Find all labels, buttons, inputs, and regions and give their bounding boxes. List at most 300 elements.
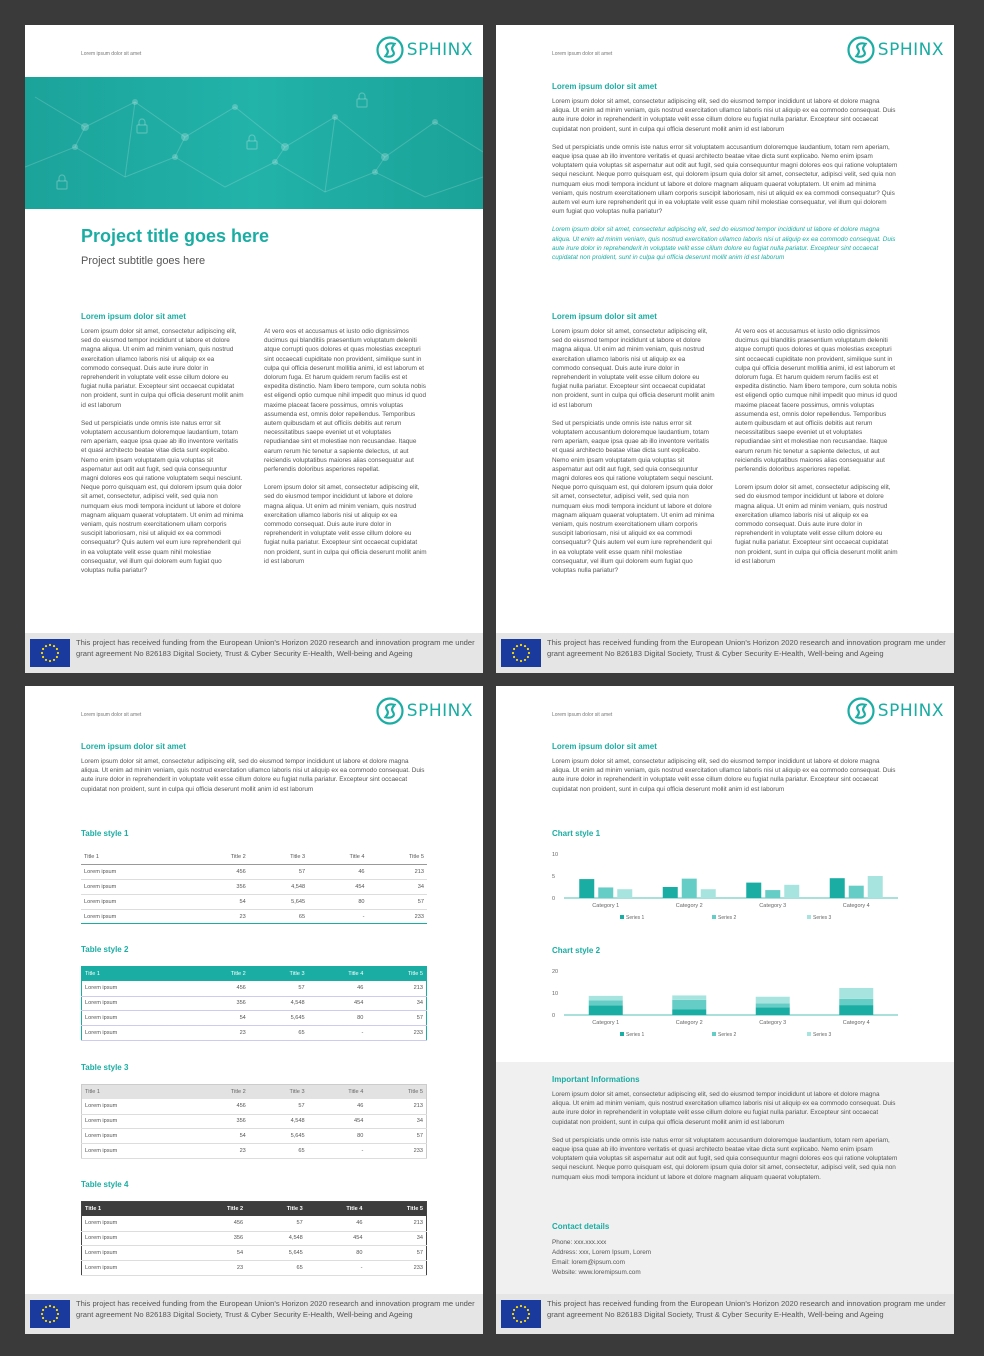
bar xyxy=(579,879,594,898)
y-tick-label: 10 xyxy=(552,852,559,858)
eu-star-icon xyxy=(528,1313,530,1315)
eu-star-icon xyxy=(516,1306,518,1308)
table-cell: Lorem ipsum xyxy=(82,1114,191,1129)
eu-star-icon xyxy=(524,1306,526,1308)
x-tick-label: Category 1 xyxy=(592,903,620,909)
table-cell: Lorem ipsum xyxy=(82,1246,187,1261)
bar xyxy=(756,1003,790,1007)
table-cell: 80 xyxy=(308,1011,367,1026)
text-column-left xyxy=(552,327,715,584)
eu-star-icon xyxy=(45,659,47,661)
table-cell: 34 xyxy=(368,880,427,895)
bar xyxy=(849,886,864,898)
header-text: Lorem ipsum dolor sit amet xyxy=(552,51,613,57)
eu-star-icon xyxy=(512,652,514,654)
text-column-right xyxy=(735,327,898,575)
eu-flag-icon xyxy=(30,1300,70,1328)
eu-star-icon xyxy=(527,1317,529,1319)
eu-star-icon xyxy=(42,648,44,650)
table-cell: 213 xyxy=(366,981,426,996)
legend-label: Series 2 xyxy=(718,915,737,921)
table-cell: - xyxy=(308,1026,367,1041)
paragraph: Lorem ipsum dolor sit amet, consectetur adipiscing elit, sed do eiusmod tempor incididunt ut labore et dolore magna aliqua. Ut enim ad minim veniam, quis nostrud exercitation ullamco laboris nisi ut aliquip ex ea commodo consequat. Duis aute irure dolor in reprehenderit in voluptate velit esse cillum dolore eu fugiat nulla pariatur. Excepteur sint occaecat cupidatat non proident, sunt in culpa qui officia deserunt mollit anim id est laborum xyxy=(735,484,898,565)
sphinx-logo xyxy=(375,35,473,65)
eu-star-icon xyxy=(520,1305,522,1307)
bar xyxy=(746,883,761,898)
paragraph: Sed ut perspiciatis unde omnis iste natus error sit voluptatem accusantium doloremque laudantium, totam rem aperiam, eaque ipsa quae ab illo inventore veritatis et quasi architecto beatae vitae dicta sunt explicabo. Nemo enim ipsam voluptatem quia voluptas sit aspernatur aut odit aut fugit, sed quia consequuntur magni dolores eos qui ratione voluptatem sequi nesciunt. Neque porro quisquam est, qui dolorem ipsum quia dolor sit amet, consectetur, adipisci velit, sed quia non numquam eius modi tempora incidunt ut labore et dolore magnam aliquam quaerat voluptatem. xyxy=(552,1136,898,1181)
table-cell: 57 xyxy=(246,1216,306,1231)
legend-label: Series 1 xyxy=(626,1032,645,1038)
table-cell: Lorem ipsum xyxy=(82,1099,191,1114)
eu-star-icon xyxy=(49,1305,51,1307)
table-row xyxy=(82,1026,427,1041)
paragraph: Lorem ipsum dolor sit amet, consectetur adipiscing elit, sed do eiusmod tempor incididunt ut labore et dolore magna aliqua. Ut enim ad minim veniam, quis nostrud exercitation ullamco laboris nisi ut aliquip ex ea commodo consequat. Duis aute irure dolor in reprehenderit in voluptate velit esse cillum dolore eu fugiat nulla pariatur. Excepteur sint occaecat cupidatat non proident, sunt in culpa qui officia deserunt mollit anim id est laborum xyxy=(552,98,896,133)
table-cell: Lorem ipsum xyxy=(82,981,191,996)
funding-footer xyxy=(496,633,954,673)
table-header-row xyxy=(82,1202,427,1217)
table-header-cell: Title 4 xyxy=(308,850,367,865)
eu-star-icon xyxy=(516,645,518,647)
eu-star-icon xyxy=(56,648,58,650)
funding-text: This project has received funding from the European Union's Horizon 2020 research and innovation program me under grant agreement No 826183 Digital Society, Trust & Cyber Security E-Health, Well-being and Ageing xyxy=(76,1299,475,1320)
section-heading: Lorem ipsum dolor sit amet xyxy=(552,312,657,321)
table-cell: Lorem ipsum xyxy=(81,894,189,909)
table-cell: 233 xyxy=(365,1261,426,1276)
bar xyxy=(672,995,706,999)
table-cell: 80 xyxy=(306,1246,366,1261)
x-tick-label: Category 2 xyxy=(675,903,703,909)
eu-star-icon xyxy=(56,1309,58,1311)
table-row xyxy=(82,1099,427,1114)
section-heading: Lorem ipsum dolor sit amet xyxy=(81,312,186,321)
table-1-title: Table style 1 xyxy=(81,829,129,838)
table-cell: 454 xyxy=(308,996,367,1011)
quote-paragraph: Lorem ipsum dolor sit amet, consectetur adipiscing elit, sed do eiusmod tempor incididunt ut labore et dolore magna aliqua. Ut enim ad minim veniam, quis nostrud exercitation ullamco laboris nisi ut aliquip ex ea commodo consequat. Duis aute irure dolor in reprehenderit in voluptate velit esse cillum dolore eu fugiat nulla pariatur. Excepteur sint occaecat cupidatat non proident, sunt in culpa qui officia deserunt mollit anim id est laborum xyxy=(552,226,896,262)
table-header-cell: Title 4 xyxy=(306,1202,366,1217)
bar xyxy=(839,999,873,1005)
eu-flag-icon xyxy=(501,1300,541,1328)
table-header-cell: Title 2 xyxy=(189,850,248,865)
table-row xyxy=(82,1231,427,1246)
bar xyxy=(663,887,678,898)
bar xyxy=(598,887,613,898)
eu-star-icon xyxy=(520,1321,522,1323)
eu-flag-icon xyxy=(501,639,541,667)
table-header-cell: Title 3 xyxy=(246,1202,306,1217)
table-cell: 213 xyxy=(368,865,427,880)
table-header-row xyxy=(82,967,427,982)
eu-star-icon xyxy=(45,1320,47,1322)
table-header-cell: Title 1 xyxy=(82,1202,187,1217)
eu-star-icon xyxy=(57,1313,59,1315)
eu-star-icon xyxy=(42,1317,44,1319)
table-cell: 65 xyxy=(249,909,308,924)
data-table-style-3 xyxy=(81,1084,427,1159)
table-cell: 456 xyxy=(190,981,249,996)
network-pattern-icon xyxy=(25,77,483,209)
y-tick-label: 0 xyxy=(552,1013,556,1019)
funding-text: This project has received funding from the European Union's Horizon 2020 research and innovation program me under grant agreement No 826183 Digital Society, Trust & Cyber Security E-Health, Well-being and Ageing xyxy=(547,638,946,659)
table-cell: 454 xyxy=(306,1231,366,1246)
legend-swatch xyxy=(620,915,624,919)
x-tick-label: Category 2 xyxy=(675,1020,703,1026)
funding-text: This project has received funding from the European Union's Horizon 2020 research and innovation program me under grant agreement No 826183 Digital Society, Trust & Cyber Security E-Health, Well-being and Ageing xyxy=(76,638,475,659)
table-row xyxy=(81,880,427,895)
table-header-cell: Title 5 xyxy=(365,1202,426,1217)
table-cell: 54 xyxy=(190,1011,249,1026)
header-text: Lorem ipsum dolor sit amet xyxy=(81,712,142,718)
contact-title: Contact details xyxy=(552,1222,610,1231)
eu-star-icon xyxy=(527,1309,529,1311)
table-cell: 456 xyxy=(186,1216,246,1231)
table-cell: 57 xyxy=(249,981,308,996)
eu-star-icon xyxy=(520,644,522,646)
contact-website: Website: www.loremipsum.com xyxy=(552,1269,641,1276)
x-tick-label: Category 1 xyxy=(592,1020,620,1026)
eu-star-icon xyxy=(513,1309,515,1311)
table-2-title: Table style 2 xyxy=(81,945,129,954)
table-header-cell: Title 5 xyxy=(366,1085,426,1100)
paragraph: Lorem ipsum dolor sit amet, consectetur adipiscing elit, sed do eiusmod tempor incididunt ut labore et dolore magna aliqua. Ut enim ad minim veniam, quis nostrud exercitation ullamco laboris nisi ut aliquip ex ea commodo consequat. Duis aute irure dolor in reprehenderit in voluptate velit esse cillum dolore eu fugiat nulla pariatur. Excepteur sint occaecat cupidatat non proident, sunt in culpa qui officia deserunt mollit anim id est laborum xyxy=(81,758,425,793)
page-3 xyxy=(25,686,483,1334)
eu-star-icon xyxy=(524,645,526,647)
logo-text: SPHINX xyxy=(406,40,473,60)
table-cell: 454 xyxy=(308,1114,367,1129)
legend-swatch xyxy=(712,1032,716,1036)
legend-label: Series 3 xyxy=(813,1032,832,1038)
bar xyxy=(672,1000,706,1010)
funding-footer xyxy=(25,1294,483,1334)
table-row xyxy=(82,1261,427,1276)
chart-style-1 xyxy=(552,848,898,938)
table-cell: 23 xyxy=(189,909,248,924)
contact-phone: Phone: xxx.xxx.xxx xyxy=(552,1239,607,1246)
table-cell: 34 xyxy=(366,1114,426,1129)
bar xyxy=(765,890,780,898)
table-header-cell: Title 5 xyxy=(368,850,427,865)
chart-1-title: Chart style 1 xyxy=(552,829,601,838)
paragraph: Sed ut perspiciatis unde omnis iste natus error sit voluptatem accusantium doloremque laudantium, totam rem aperiam, eaque ipsa quae ab illo inventore veritatis et quasi architecto beatae vitae dicta sunt explicabo. Nemo enim ipsam voluptatem quia voluptas sit aspernatur aut odit aut fugit, sed quia consequuntur magni dolores eos qui ratione voluptatem sequi nesciunt. Neque porro quisquam est, qui dolorem ipsum quia dolor sit amet, consectetur, adipisci velit, sed quia non numquam eius modi tempora incidunt ut labore et dolore magnam aliquam quaerat voluptatem. Ut enim ad minima veniam, quis nostrum exercitationem ullam corporis suscipit laboriosam, nisi ut aliquid ex ea commodi consequatur? Quis autem vel eum iure reprehenderit qui in ea voluptate velit esse quam nihil molestiae consequatur, vel illum qui dolorem eum fugiat quo voluptas nulla pariatur? xyxy=(552,143,898,216)
section-heading: Lorem ipsum dolor sit amet xyxy=(81,742,186,751)
legend-swatch xyxy=(807,915,811,919)
eu-star-icon xyxy=(53,1320,55,1322)
funding-text: This project has received funding from the European Union's Horizon 2020 research and innovation program me under grant agreement No 826183 Digital Society, Trust & Cyber Security E-Health, Well-being and Ageing xyxy=(547,1299,946,1320)
eu-star-icon xyxy=(520,660,522,662)
logo-text: SPHINX xyxy=(877,40,944,60)
info-text xyxy=(552,1090,898,1191)
text-column-left xyxy=(81,327,244,584)
table-header-cell: Title 3 xyxy=(249,850,308,865)
chart-style-2 xyxy=(552,965,898,1055)
table-header-row xyxy=(82,1085,427,1100)
text-block xyxy=(552,97,898,271)
paragraph: Lorem ipsum dolor sit amet, consectetur adipiscing elit, sed do eiusmod tempor incididunt ut labore et dolore magna aliqua. Ut enim ad minim veniam, quis nostrud exercitation ullamco laboris nisi ut aliquip ex ea commodo consequat. Duis aute irure dolor in reprehenderit in voluptate velit esse cillum dolore eu fugiat nulla pariatur. Excepteur sint occaecat cupidatat non proident, sunt in culpa qui officia deserunt mollit anim id est laborum xyxy=(552,328,715,409)
table-cell: 65 xyxy=(246,1261,306,1276)
bar xyxy=(672,1010,706,1016)
bar xyxy=(784,885,799,898)
table-header-cell: Title 3 xyxy=(249,967,308,982)
table-header-cell: Title 5 xyxy=(366,967,426,982)
x-tick-label: Category 3 xyxy=(759,903,787,909)
table-cell: 65 xyxy=(249,1026,308,1041)
table-3-title: Table style 3 xyxy=(81,1063,129,1072)
sphinx-logo-icon xyxy=(375,35,405,65)
bar xyxy=(756,997,790,1004)
y-tick-label: 10 xyxy=(552,991,559,997)
contact-details xyxy=(552,1238,898,1278)
bar xyxy=(589,996,623,1000)
sphinx-logo-icon xyxy=(846,696,876,726)
text-block xyxy=(81,757,427,803)
table-cell: Lorem ipsum xyxy=(81,880,189,895)
table-cell: - xyxy=(308,1144,367,1159)
table-cell: Lorem ipsum xyxy=(82,1026,191,1041)
table-cell: 80 xyxy=(308,894,367,909)
table-cell: Lorem ipsum xyxy=(82,1261,187,1276)
table-row xyxy=(81,909,427,924)
x-tick-label: Category 3 xyxy=(759,1020,787,1026)
text-column-right xyxy=(264,327,427,575)
legend-swatch xyxy=(712,915,716,919)
eu-star-icon xyxy=(513,1317,515,1319)
legend-swatch xyxy=(620,1032,624,1036)
chart-2-title: Chart style 2 xyxy=(552,946,601,955)
table-cell: 57 xyxy=(365,1246,426,1261)
table-cell: 5,645 xyxy=(249,1011,308,1026)
eu-star-icon xyxy=(53,1306,55,1308)
data-table-style-4 xyxy=(81,1201,427,1276)
table-cell: Lorem ipsum xyxy=(82,996,191,1011)
logo-text: SPHINX xyxy=(406,701,473,721)
table-cell: Lorem ipsum xyxy=(82,1216,187,1231)
eu-star-icon xyxy=(512,1313,514,1315)
table-row xyxy=(81,865,427,880)
table-cell: Lorem ipsum xyxy=(82,1144,191,1159)
eu-star-icon xyxy=(45,1306,47,1308)
paragraph: Lorem ipsum dolor sit amet, consectetur adipiscing elit, sed do eiusmod tempor incididunt ut labore et dolore magna aliqua. Ut enim ad minim veniam, quis nostrud exercitation ullamco laboris nisi ut aliquip ex ea commodo consequat. Duis aute irure dolor in reprehenderit in voluptate velit esse cillum dolore eu fugiat nulla pariatur. Excepteur sint occaecat cupidatat non proident, sunt in culpa qui officia deserunt mollit anim id est laborum xyxy=(81,328,244,409)
eu-star-icon xyxy=(41,1313,43,1315)
table-cell: 80 xyxy=(308,1129,367,1144)
table-row xyxy=(82,1246,427,1261)
funding-footer xyxy=(25,633,483,673)
table-cell: 5,645 xyxy=(249,894,308,909)
legend-swatch xyxy=(807,1032,811,1036)
table-cell: 54 xyxy=(186,1246,246,1261)
x-tick-label: Category 4 xyxy=(842,1020,870,1026)
x-tick-label: Category 4 xyxy=(842,903,870,909)
sphinx-logo xyxy=(846,35,944,65)
project-subtitle: Project subtitle goes here xyxy=(81,255,206,267)
table-header-cell: Title 4 xyxy=(308,967,367,982)
text-block xyxy=(552,757,898,803)
legend-label: Series 1 xyxy=(626,915,645,921)
table-row xyxy=(81,894,427,909)
eu-star-icon xyxy=(42,656,44,658)
table-cell: 356 xyxy=(190,1114,249,1129)
legend-label: Series 2 xyxy=(718,1032,737,1038)
table-row xyxy=(82,1114,427,1129)
table-cell: 356 xyxy=(190,996,249,1011)
eu-star-icon xyxy=(49,644,51,646)
table-header-row xyxy=(81,850,427,865)
table-cell: 456 xyxy=(189,865,248,880)
eu-star-icon xyxy=(57,652,59,654)
eu-star-icon xyxy=(49,660,51,662)
data-table-style-2 xyxy=(81,966,427,1041)
table-cell: 46 xyxy=(308,865,367,880)
table-header-cell: Title 4 xyxy=(308,1085,367,1100)
table-header-cell: Title 2 xyxy=(190,1085,249,1100)
bar xyxy=(617,889,632,898)
table-cell: - xyxy=(308,909,367,924)
table-cell: Lorem ipsum xyxy=(82,1231,187,1246)
table-cell: 34 xyxy=(365,1231,426,1246)
sphinx-logo-icon xyxy=(846,35,876,65)
table-cell: 456 xyxy=(190,1099,249,1114)
table-header-cell: Title 1 xyxy=(81,850,189,865)
table-cell: 57 xyxy=(249,1099,308,1114)
page-1 xyxy=(25,25,483,673)
table-cell: 57 xyxy=(249,865,308,880)
sphinx-logo-icon xyxy=(375,696,405,726)
funding-footer xyxy=(496,1294,954,1334)
logo-text: SPHINX xyxy=(877,701,944,721)
page-2 xyxy=(496,25,954,673)
table-cell: 54 xyxy=(189,894,248,909)
table-cell: 54 xyxy=(190,1129,249,1144)
eu-star-icon xyxy=(56,1317,58,1319)
table-row xyxy=(82,1216,427,1231)
eu-star-icon xyxy=(53,659,55,661)
table-cell: 233 xyxy=(366,1026,426,1041)
table-4-title: Table style 4 xyxy=(81,1180,129,1189)
paragraph: Lorem ipsum dolor sit amet, consectetur adipiscing elit, sed do eiusmod tempor incididunt ut labore et dolore magna aliqua. Ut enim ad minim veniam, quis nostrud exercitation ullamco laboris nisi ut aliquip ex ea commodo consequat. Duis aute irure dolor in reprehenderit in voluptate velit esse cillum dolore eu fugiat nulla pariatur. Excepteur sint occaecat cupidatat non proident, sunt in culpa qui officia deserunt mollit anim id est laborum xyxy=(552,1091,896,1126)
bar xyxy=(839,988,873,999)
eu-star-icon xyxy=(49,1321,51,1323)
sphinx-logo xyxy=(375,696,473,726)
bar xyxy=(868,876,883,898)
table-cell: 46 xyxy=(308,981,367,996)
eu-star-icon xyxy=(513,648,515,650)
table-cell: 4,548 xyxy=(249,1114,308,1129)
sphinx-logo xyxy=(846,696,944,726)
table-cell: 233 xyxy=(368,909,427,924)
table-cell: Lorem ipsum xyxy=(82,1129,191,1144)
table-row xyxy=(82,1129,427,1144)
table-cell: 5,645 xyxy=(249,1129,308,1144)
contact-address: Address: xxx, Lorem Ipsum, Lorem xyxy=(552,1249,652,1256)
legend-label: Series 3 xyxy=(813,915,832,921)
y-tick-label: 20 xyxy=(552,969,559,975)
table-header-cell: Title 2 xyxy=(186,1202,246,1217)
table-cell: 4,548 xyxy=(246,1231,306,1246)
y-tick-label: 0 xyxy=(552,896,556,902)
section-heading: Lorem ipsum dolor sit amet xyxy=(552,82,657,91)
table-cell: 23 xyxy=(186,1261,246,1276)
bar xyxy=(682,879,697,898)
table-cell: 233 xyxy=(366,1144,426,1159)
table-cell: 5,645 xyxy=(246,1246,306,1261)
table-cell: 23 xyxy=(190,1144,249,1159)
bar xyxy=(830,878,845,898)
eu-star-icon xyxy=(513,656,515,658)
table-row xyxy=(82,981,427,996)
page-4 xyxy=(496,686,954,1334)
table-cell: 213 xyxy=(365,1216,426,1231)
eu-star-icon xyxy=(41,652,43,654)
paragraph: Lorem ipsum dolor sit amet, consectetur adipiscing elit, sed do eiusmod tempor incididunt ut labore et dolore magna aliqua. Ut enim ad minim veniam, quis nostrud exercitation ullamco laboris nisi ut aliquip ex ea commodo consequat. Duis aute irure dolor in reprehenderit in voluptate velit esse cillum dolore eu fugiat nulla pariatur. Excepteur sint occaecat cupidatat non proident, sunt in culpa qui officia deserunt mollit anim id est laborum xyxy=(264,484,427,565)
eu-star-icon xyxy=(516,1320,518,1322)
table-cell: 4,548 xyxy=(249,880,308,895)
eu-star-icon xyxy=(53,645,55,647)
eu-star-icon xyxy=(45,645,47,647)
eu-star-icon xyxy=(42,1309,44,1311)
bar xyxy=(589,1006,623,1015)
table-cell: - xyxy=(306,1261,366,1276)
table-cell: 57 xyxy=(368,894,427,909)
project-title: Project title goes here xyxy=(81,226,270,246)
table-header-cell: Title 3 xyxy=(249,1085,308,1100)
table-row xyxy=(82,1011,427,1026)
table-cell: Lorem ipsum xyxy=(81,909,189,924)
table-cell: Lorem ipsum xyxy=(82,1011,191,1026)
bar xyxy=(756,1007,790,1015)
header-text: Lorem ipsum dolor sit amet xyxy=(81,51,142,57)
table-cell: 46 xyxy=(306,1216,366,1231)
eu-flag-icon xyxy=(30,639,70,667)
paragraph: At vero eos et accusamus et iusto odio dignissimos ducimus qui blanditiis praesentium voluptatum deleniti atque corrupti quos dolores et quas molestias excepturi sint occaecati cupiditate non provident, similique sunt in culpa qui officia deserunt mollitia animi, id est laborum et dolorum fuga. Et harum quidem rerum facilis est et expedita distinctio. Nam libero tempore, cum soluta nobis est eligendi optio cumque nihil impedit quo minus id quod maxime placeat facere possimus, omnis voluptas assumenda est, omnis dolor repellendus. Temporibus autem quibusdam et aut officiis debitis aut rerum necessitatibus saepe eveniet ut et voluptates repudiandae sint et molestiae non recusandae. Itaque earum rerum hic tenetur a sapiente delectus, ut aut reiciendis voluptatibus maiores alias consequatur aut perferendis doloribus asperiores repellat. xyxy=(264,328,426,474)
eu-star-icon xyxy=(528,652,530,654)
table-cell: 23 xyxy=(190,1026,249,1041)
eu-star-icon xyxy=(524,659,526,661)
table-header-cell: Title 1 xyxy=(82,1085,191,1100)
data-table-style-1 xyxy=(81,850,427,924)
table-cell: 46 xyxy=(308,1099,367,1114)
bar xyxy=(589,1000,623,1005)
y-tick-label: 5 xyxy=(552,874,556,880)
table-cell: 57 xyxy=(366,1129,426,1144)
info-title: Important Informations xyxy=(552,1075,640,1084)
contact-email: Email: lorem@ipsum.com xyxy=(552,1259,625,1266)
table-cell: Lorem ipsum xyxy=(81,865,189,880)
eu-star-icon xyxy=(516,659,518,661)
hero-banner xyxy=(25,77,483,209)
eu-star-icon xyxy=(524,1320,526,1322)
bar xyxy=(701,889,716,898)
table-cell: 57 xyxy=(366,1011,426,1026)
table-cell: 34 xyxy=(366,996,426,1011)
table-cell: 4,548 xyxy=(249,996,308,1011)
section-heading: Lorem ipsum dolor sit amet xyxy=(552,742,657,751)
table-cell: 356 xyxy=(186,1231,246,1246)
table-row xyxy=(82,1144,427,1159)
table-header-cell: Title 2 xyxy=(190,967,249,982)
table-header-cell: Title 1 xyxy=(82,967,191,982)
header-text: Lorem ipsum dolor sit amet xyxy=(552,712,613,718)
table-row xyxy=(82,996,427,1011)
eu-star-icon xyxy=(527,648,529,650)
table-cell: 213 xyxy=(366,1099,426,1114)
table-cell: 65 xyxy=(249,1144,308,1159)
table-cell: 454 xyxy=(308,880,367,895)
paragraph: At vero eos et accusamus et iusto odio dignissimos ducimus qui blanditiis praesentium voluptatum deleniti atque corrupti quos dolores et quas molestias excepturi sint occaecati cupiditate non provident, similique sunt in culpa qui officia deserunt mollitia animi, id est laborum et dolorum fuga. Et harum quidem rerum facilis est et expedita distinctio. Nam libero tempore, cum soluta nobis est eligendi optio cumque nihil impedit quo minus id quod maxime placeat facere possimus, omnis voluptas assumenda est, omnis dolor repellendus. Temporibus autem quibusdam et aut officiis debitis aut rerum necessitatibus saepe eveniet ut et voluptates repudiandae sint et molestiae non recusandae. Itaque earum rerum hic tenetur a sapiente delectus, ut aut reiciendis voluptatibus maiores alias consequatur aut perferendis doloribus asperiores repellat. xyxy=(735,328,897,474)
paragraph: Lorem ipsum dolor sit amet, consectetur adipiscing elit, sed do eiusmod tempor incididunt ut labore et dolore magna aliqua. Ut enim ad minim veniam, quis nostrud exercitation ullamco laboris nisi ut aliquip ex ea commodo consequat. Duis aute irure dolor in reprehenderit in voluptate velit esse cillum dolore eu fugiat nulla pariatur. Excepteur sint occaecat cupidatat non proident, sunt in culpa qui officia deserunt mollit anim id est laborum xyxy=(552,758,896,793)
table-cell: 356 xyxy=(189,880,248,895)
paragraph: Sed ut perspiciatis unde omnis iste natus error sit voluptatem accusantium doloremque laudantium, totam rem aperiam, eaque ipsa quae ab illo inventore veritatis et quasi architecto beatae vitae dicta sunt explicabo. Nemo enim ipsam voluptatem quia voluptas sit aspernatur aut odit aut fugit, sed quia consequuntur magni dolores eos qui ratione voluptatem sequi nesciunt. Neque porro quisquam est, qui dolorem ipsum quia dolor sit amet, consectetur, adipisci velit, sed quia non numquam eius modi tempora incidunt ut labore et dolore magnam aliquam quaerat voluptatem. Ut enim ad minima veniam, quis nostrum exercitationem ullam corporis suscipit laboriosam, nisi ut aliquid ex ea commodi consequatur? Quis autem vel eum iure reprehenderit qui in ea voluptate velit esse quam nihil molestiae consequatur, vel illum qui dolorem eum fugiat quo voluptas nulla pariatur? xyxy=(552,419,715,575)
eu-star-icon xyxy=(527,656,529,658)
bar xyxy=(839,1005,873,1015)
paragraph: Sed ut perspiciatis unde omnis iste natus error sit voluptatem accusantium doloremque laudantium, totam rem aperiam, eaque ipsa quae ab illo inventore veritatis et quasi architecto beatae vitae dicta sunt explicabo. Nemo enim ipsam voluptatem quia voluptas sit aspernatur aut odit aut fugit, sed quia consequuntur magni dolores eos qui ratione voluptatem sequi nesciunt. Neque porro quisquam est, qui dolorem ipsum quia dolor sit amet, consectetur, adipisci velit, sed quia non numquam eius modi tempora incidunt ut labore et dolore magnam aliquam quaerat voluptatem. Ut enim ad minima veniam, quis nostrum exercitationem ullam corporis suscipit laboriosam, nisi ut aliquid ex ea commodi consequatur? Quis autem vel eum iure reprehenderit qui in ea voluptate velit esse quam nihil molestiae consequatur, vel illum qui dolorem eum fugiat quo voluptas nulla pariatur? xyxy=(81,419,244,575)
